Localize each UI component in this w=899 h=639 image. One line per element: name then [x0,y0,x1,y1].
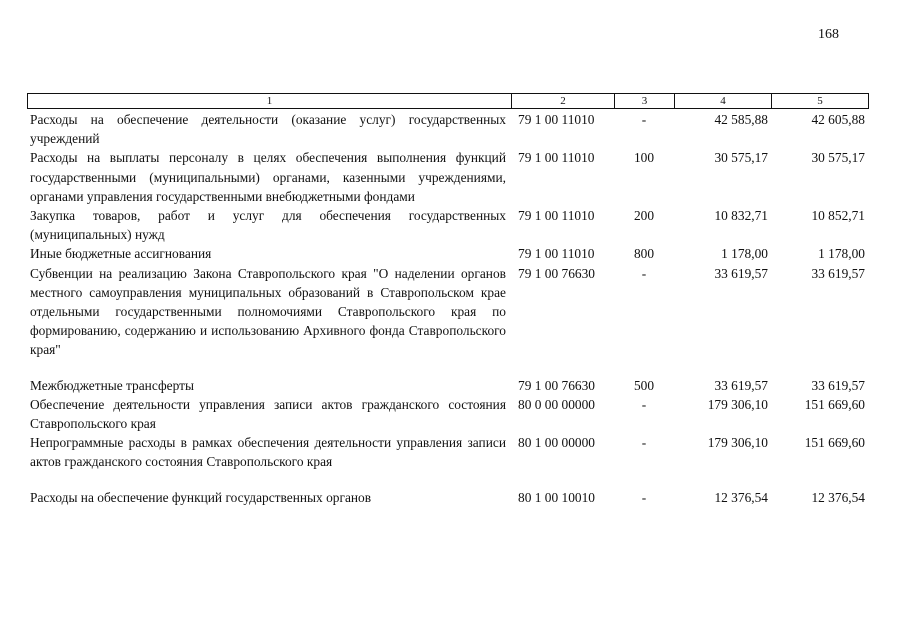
row-code: 79 1 00 11010 [518,150,595,166]
row-name: Иные бюджетные ассигнования [30,246,212,262]
row-code: 79 1 00 11010 [518,246,595,262]
row-value-2: 10 852,71 [811,208,865,224]
table-row [27,395,868,433]
header-row [28,94,869,109]
row-name: Закупка товаров, работ и услуг для обеспечения государственных (муниципальных) нужд [30,208,506,243]
row-name: Расходы на обеспечение функций государственных органов [30,489,372,505]
row-value-2: 33 619,57 [811,265,865,281]
table-row [27,433,868,471]
row-value-1: 10 832,71 [714,208,768,224]
page-number: 168 [818,27,839,42]
row-name: Субвенции на реализацию Закона Ставропольского края "О наделении органов местного самоуправления муниципальных образований в Ставропольском крае отдельными государственными полномочиями Ставропольского края по формированию, содержанию и использованию Архивного фонда Ставропольского края" [30,265,506,358]
row-type: - [641,112,647,127]
row-value-2: 33 619,57 [811,377,865,393]
table-row [27,110,868,148]
row-code: 80 0 00 00000 [518,396,595,412]
header-col-2: 2 [512,94,615,109]
table-row [27,376,868,395]
row-name: Расходы на обеспечение деятельности (оказание услуг) государственных учреждений [30,112,506,147]
row-value-2: 30 575,17 [811,150,865,166]
row-type: 800 [633,246,655,262]
row-value-1: 33 619,57 [714,265,768,281]
row-value-2: 42 605,88 [811,112,865,127]
row-name: Межбюджетные трансферты [30,377,194,393]
row-code: 79 1 00 76630 [518,377,595,393]
row-value-1: 12 376,54 [714,489,768,505]
row-type: 200 [633,208,655,224]
budget-table [27,110,868,507]
table-row [27,264,868,360]
row-name: Непрограммные расходы в рамках обеспечения деятельности управления записи актов гражданского состояния Ставропольского края [30,435,506,470]
table-row [27,244,868,263]
header-col-5: 5 [772,94,869,109]
row-type: - [641,489,647,505]
row-code: 80 1 00 00000 [518,435,595,451]
row-value-1: 33 619,57 [714,377,768,393]
table-row [27,488,868,507]
row-value-1: 1 178,00 [721,246,768,262]
header-col-1: 1 [28,94,512,109]
row-value-1: 42 585,88 [714,112,768,127]
row-value-1: 179 306,10 [707,396,768,412]
row-code: 79 1 00 76630 [518,265,595,281]
row-type: 100 [633,150,655,166]
row-code: 80 1 00 10010 [518,489,595,505]
row-type: 500 [633,377,655,393]
header-col-4: 4 [675,94,772,109]
row-code: 79 1 00 11010 [518,112,595,127]
row-type: - [641,435,647,451]
row-value-1: 30 575,17 [714,150,768,166]
spacer-row [27,472,868,488]
spacer-row [27,360,868,376]
row-name: Обеспечение деятельности управления записи актов гражданского состояния Ставропольского края [30,396,506,432]
header-col-3: 3 [615,94,675,109]
row-code: 79 1 00 11010 [518,208,595,224]
row-value-1: 179 306,10 [707,435,768,451]
row-name: Расходы на выплаты персоналу в целях обеспечения выполнения функций государственными (муниципальными) органами, казенными учреждениями, органами управления государственными внебюджетными фондами [30,150,506,204]
table-row [27,148,868,206]
table-row [27,206,868,244]
row-value-2: 1 178,00 [818,246,865,262]
row-type: - [641,396,647,412]
row-type: - [641,265,647,281]
row-value-2: 151 669,60 [804,396,865,412]
row-value-2: 12 376,54 [811,489,865,505]
row-value-2: 151 669,60 [804,435,865,451]
table-header [27,93,869,109]
